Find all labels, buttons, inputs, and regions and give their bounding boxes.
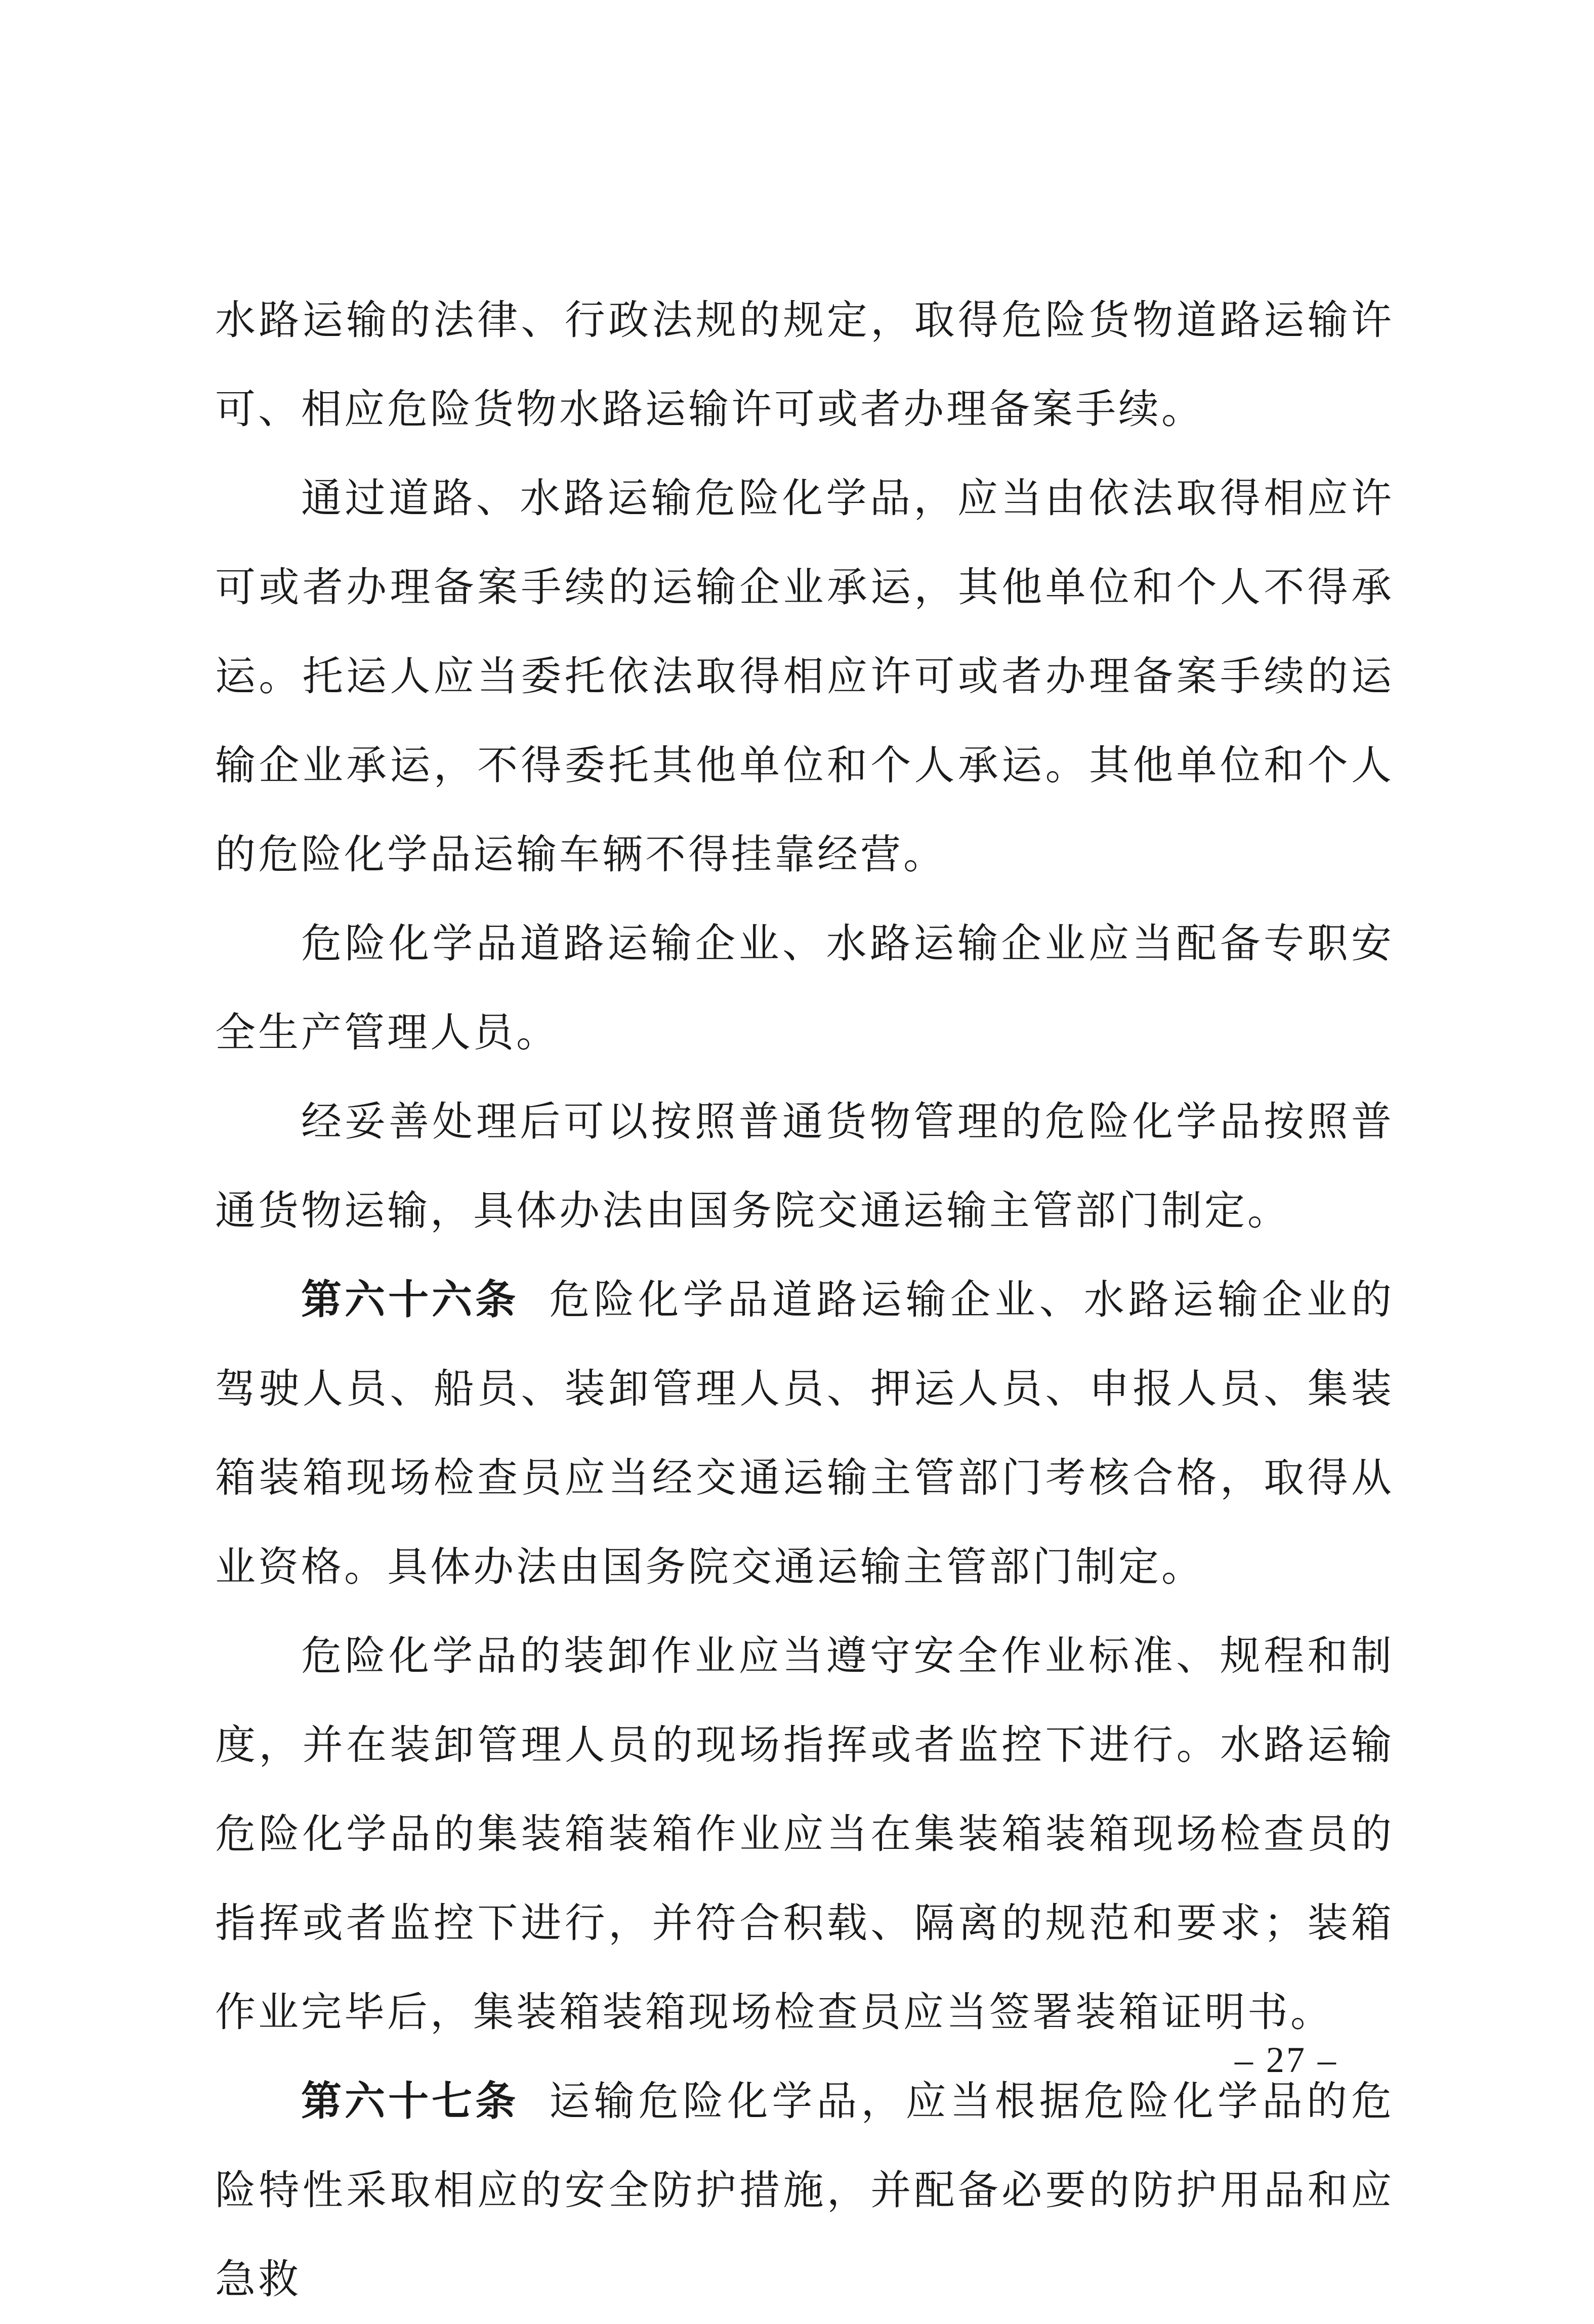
article-66-heading: 第六十六条 xyxy=(301,1276,519,1323)
paragraph-4 xyxy=(215,1077,1394,1255)
paragraph-3 xyxy=(215,899,1394,1077)
paragraph-6 xyxy=(215,1612,1394,2057)
article-67-text: 运输危险化学品，应当根据危险化学品的危险特性采取相应的安全防护措施，并配备必要的防护用品和应急救 xyxy=(215,2078,1394,2303)
article-67 xyxy=(215,2057,1394,2324)
paragraph-1-text: 水路运输的法律、行政法规的规定，取得危险货物道路运输许可、相应危险货物水路运输许可或者办理备案手续。 xyxy=(215,297,1394,433)
page-number: – 27 – xyxy=(1235,2040,1338,2080)
paragraph-2-text: 通过道路、水路运输危险化学品，应当由依法取得相应许可或者办理备案手续的运输企业承运，其他单位和个人不得承运。托运人应当委托依法取得相应许可或者办理备案手续的运输企业承运，不得委托其他单位和个人承运。其他单位和个人的危险化学品运输车辆不得挂靠经营。 xyxy=(215,475,1394,878)
paragraph-2 xyxy=(215,454,1394,899)
paragraph-3-text: 危险化学品道路运输企业、水路运输企业应当配备专职安全生产管理人员。 xyxy=(215,920,1394,1056)
paragraph-6-text: 危险化学品的装卸作业应当遵守安全作业标准、规程和制度，并在装卸管理人员的现场指挥或者监控下进行。水路运输危险化学品的集装箱装箱作业应当在集装箱装箱现场检查员的指挥或者监控下进行，并符合积载、隔离的规范和要求；装箱作业完毕后，集装箱装箱现场检查员应当签署装箱证明书。 xyxy=(215,1632,1394,2036)
article-66-text: 危险化学品道路运输企业、水路运输企业的驾驶人员、船员、装卸管理人员、押运人员、申报人员、集装箱装箱现场检查员应当经交通运输主管部门考核合格，取得从业资格。具体办法由国务院交通运输主管部门制定。 xyxy=(215,1276,1394,1590)
article-66 xyxy=(215,1255,1394,1612)
paragraph-1 xyxy=(215,276,1394,454)
document-body xyxy=(215,276,1394,2324)
paragraph-4-text: 经妥善处理后可以按照普通货物管理的危险化学品按照普通货物运输，具体办法由国务院交通运输主管部门制定。 xyxy=(215,1098,1394,1234)
article-67-heading: 第六十七条 xyxy=(301,2078,519,2125)
